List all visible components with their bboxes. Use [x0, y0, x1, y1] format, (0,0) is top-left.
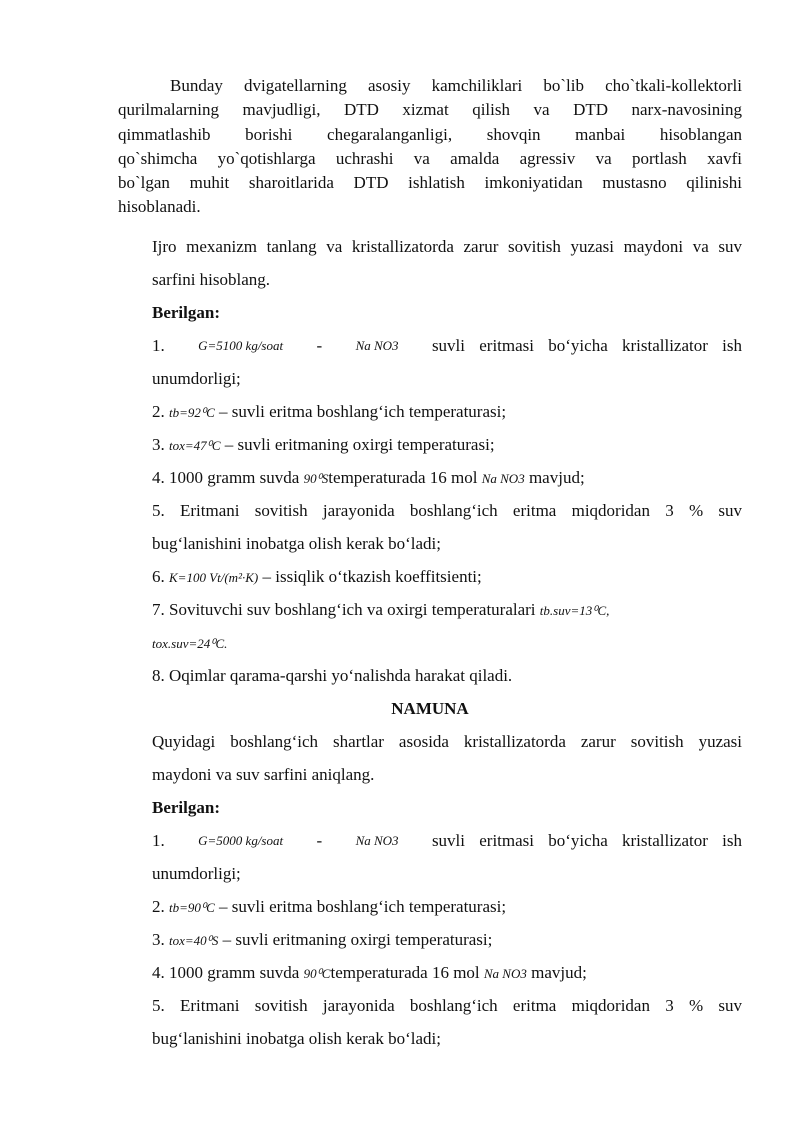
sample-heading: NAMUNA: [391, 699, 469, 718]
sample-line: Quyidagi boshlang‘ich shartlar asosida kristallizatorda zarur sovitish yuzasi: [152, 732, 742, 751]
item-text: 1000 gramm suvda: [169, 468, 300, 487]
sample-item-5: 5. Eritmani sovitish jarayonida boshlang‘ich eritma miqdoridan 3 % suv: [152, 996, 742, 1015]
item-number: 1.: [152, 336, 165, 355]
temperature-formula: 90⁰S: [303, 471, 329, 486]
sample-item-2: [152, 892, 742, 923]
item-text: 1000 gramm suvda: [169, 963, 300, 982]
item-text: – suvli eritma boshlang‘ich temperaturasi;: [219, 897, 507, 916]
sample-item-3: [152, 925, 742, 956]
temperature-formula: tox.suv=24⁰C.: [152, 636, 228, 651]
item-number: 1.: [152, 831, 165, 850]
task-line: sarfini hisoblang.: [152, 270, 271, 289]
item-continuation: unumdorligi;: [152, 864, 241, 883]
item-number: 2.: [152, 897, 165, 916]
task-item-1: [152, 331, 742, 361]
item-text: – suvli eritma boshlang‘ich temperaturasi;: [219, 402, 507, 421]
chemical-formula: Na NO3: [355, 833, 399, 848]
sample-item-4: [152, 958, 742, 989]
task-item-4: [152, 463, 742, 494]
item-continuation: unumdorligi;: [152, 369, 241, 388]
item-number: 2.: [152, 402, 165, 421]
task-item-6: [152, 562, 742, 593]
temperature-formula: tox=40⁰S: [169, 933, 219, 948]
sample-line: maydoni va suv sarfini aniqlang.: [152, 765, 375, 784]
productivity-formula: G=5100 kg/soat: [198, 338, 284, 353]
temperature-formula: 90⁰C: [303, 966, 331, 981]
dash: -: [316, 831, 323, 850]
intro-line: hisoblanadi.: [118, 197, 201, 217]
item-continuation: bug‘lanishini inobatga olish kerak bo‘ladi;: [152, 534, 441, 553]
task-item-2: [152, 397, 742, 428]
sample-item-1: [152, 826, 742, 856]
intro-paragraph: [118, 74, 742, 220]
given-heading: Berilgan:: [152, 303, 220, 322]
coefficient-formula: K=100 Vt/(m²·K): [169, 570, 259, 585]
given-heading: Berilgan:: [152, 798, 220, 817]
item-text: – suvli eritmaning oxirgi temperaturasi;: [224, 435, 495, 454]
item-number: 4.: [152, 963, 165, 982]
intro-line: qo`shimcha yo`qotishlarga uchrashi va amalda agressiv va portlash xavfi: [118, 148, 742, 168]
item-number: 4.: [152, 468, 165, 487]
item-text: 7. Sovituvchi suv boshlang‘ich va oxirgi temperaturalari: [152, 600, 536, 619]
temperature-formula: tb.suv=13⁰C,: [539, 603, 610, 618]
temperature-formula: tox=47⁰C: [169, 438, 221, 453]
item-number: 6.: [152, 567, 165, 586]
task-item-5: 5. Eritmani sovitish jarayonida boshlang‘ich eritma miqdoridan 3 % suv: [152, 501, 742, 520]
item-text: suvli eritmasi bo‘yicha kristallizator ish: [431, 336, 742, 355]
item-text: temperaturada 16 mol: [328, 468, 478, 487]
item-text: suvli eritmasi bo‘yicha kristallizator ish: [431, 831, 742, 850]
task-line: Ijro mexanizm tanlang va kristallizatorda zarur sovitish yuzasi maydoni va suv: [152, 237, 742, 256]
item-text: – suvli eritmaning oxirgi temperaturasi;: [222, 930, 493, 949]
item-number: 3.: [152, 930, 165, 949]
temperature-formula: tb=90⁰C: [169, 900, 215, 915]
item-continuation: bug‘lanishini inobatga olish kerak bo‘ladi;: [152, 1029, 441, 1048]
intro-line: bo`lgan muhit sharoitlarida DTD ishlatish imkoniyatidan mustasno qilinishi: [118, 173, 742, 193]
temperature-formula: tb=92⁰C: [169, 405, 215, 420]
task-item-7-cont: [152, 628, 742, 659]
item-text: temperaturada 16 mol: [330, 963, 480, 982]
task-item-3: [152, 430, 742, 461]
task-item-8: 8. Oqimlar qarama-qarshi yo‘nalishda harakat qiladi.: [152, 666, 513, 685]
intro-line: qurilmalarning mavjudligi, DTD xizmat qilish va DTD narx-navosining: [118, 100, 742, 120]
dash: -: [316, 336, 323, 355]
intro-line: Bunday dvigatellarning asosiy kamchiliklari bo`lib cho`tkali-kollektorli: [170, 76, 742, 95]
item-text: mavjud;: [528, 468, 585, 487]
item-text: – issiqlik o‘tkazish koeffitsienti;: [262, 567, 482, 586]
chemical-formula: Na NO3: [483, 966, 527, 981]
chemical-formula: Na NO3: [355, 338, 399, 353]
item-number: 3.: [152, 435, 165, 454]
task-item-7: [152, 595, 742, 626]
item-text: mavjud;: [531, 963, 587, 982]
chemical-formula: Na NO3: [481, 471, 525, 486]
intro-line: qimmatlashib borishi chegaralanganligi, shovqin manbai hisoblangan: [118, 124, 742, 144]
productivity-formula: G=5000 kg/soat: [198, 833, 284, 848]
